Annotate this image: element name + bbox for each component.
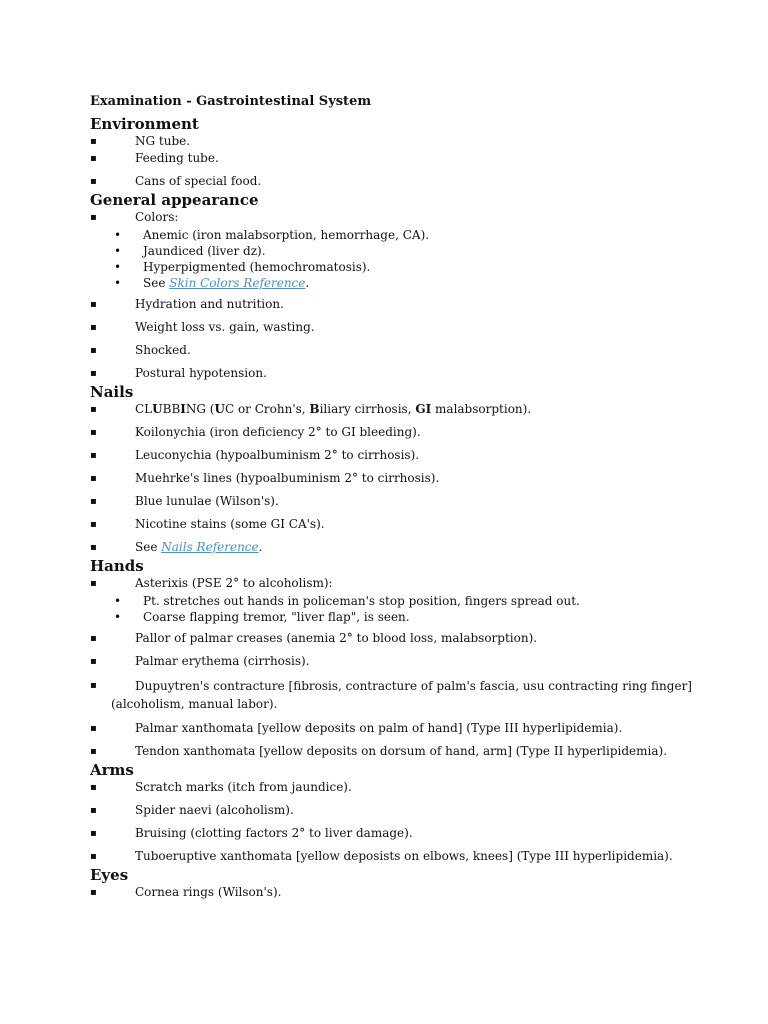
heading-hands: Hands: [90, 557, 144, 575]
sub-list: [90, 227, 768, 291]
bullet: ▪: [90, 519, 97, 530]
list-item: ▪ Feeding tube.: [90, 151, 219, 165]
nails-reference-link[interactable]: Nails Reference: [161, 540, 259, 554]
list-item-dupuytren: ▪ Dupuytren's contracture [fibrosis, contracture of palm's fascia, usu contracting ring finger] (alcoholism, manual labor).: [90, 679, 692, 711]
bullet: ▪: [90, 680, 97, 691]
sub-list: [90, 593, 768, 625]
bullet: ▪: [90, 473, 97, 484]
sub-list-item: • Anemic (iron malabsorption, hemorrhage, CA).: [114, 228, 430, 242]
bullet: ▪: [90, 828, 97, 839]
heading-general-appearance: General appearance: [90, 191, 259, 209]
list-item: ▪ Tendon xanthomata [yellow deposits on dorsum of hand, arm] (Type II hyperlipidemia).: [90, 744, 668, 758]
list-item: ▪ NG tube.: [90, 134, 191, 148]
list-item: ▪ Palmar xanthomata [yellow deposits on palm of hand] (Type III hyperlipidemia).: [90, 721, 623, 735]
list-item: ▪ Hydration and nutrition.: [90, 297, 284, 311]
bullet: ▪: [90, 322, 97, 333]
sub-list-item: • Hyperpigmented (hemochromatosis).: [114, 260, 371, 274]
list-item: ▪ Muehrke's lines (hypoalbuminism 2° to cirrhosis).: [90, 471, 440, 485]
bullet: ▪: [90, 212, 97, 223]
list-item: ▪ Pallor of palmar creases (anemia 2° to blood loss, malabsorption).: [90, 631, 538, 645]
bullet: ▪: [90, 656, 97, 667]
list-item: ▪ Tuboeruptive xanthomata [yellow deposists on elbows, knees] (Type III hyperlipidemia).: [90, 849, 673, 863]
bullet: ▪: [90, 633, 97, 644]
skin-colors-reference-link[interactable]: Skin Colors Reference: [169, 276, 306, 290]
heading-eyes: Eyes: [90, 866, 129, 884]
list-item: ▪ Cornea rings (Wilson's).: [90, 885, 282, 899]
heading-environment: Environment: [90, 115, 199, 133]
heading-arms: Arms: [90, 761, 134, 779]
heading-nails: Nails: [90, 383, 134, 401]
bullet: ▪: [90, 136, 97, 147]
bullet: ▪: [90, 887, 97, 898]
bullet: ▪: [90, 542, 97, 553]
bullet: ▪: [90, 176, 97, 187]
bullet: ▪: [90, 578, 97, 589]
bullet: ▪: [90, 746, 97, 757]
bullet: ▪: [90, 782, 97, 793]
sub-list-item: • See Skin Colors Reference.: [114, 276, 310, 290]
list-item: ▪ Shocked.: [90, 343, 191, 357]
bullet: ▪: [90, 805, 97, 816]
bullet: ▪: [90, 153, 97, 164]
list-item: ▪ Colors:: [90, 210, 179, 224]
bullet: ▪: [90, 496, 97, 507]
sub-list-item: • Jaundiced (liver dz).: [114, 244, 266, 258]
bullet: ▪: [90, 851, 97, 862]
list-item: ▪ Scratch marks (itch from jaundice).: [90, 780, 352, 794]
list-item: ▪ Blue lunulae (Wilson's).: [90, 494, 279, 508]
list-item: ▪ Palmar erythema (cirrhosis).: [90, 654, 310, 668]
list-item: ▪ Postural hypotension.: [90, 366, 267, 380]
list-item: ▪ Asterixis (PSE 2° to alcoholism):: [90, 576, 333, 590]
bullet: ▪: [90, 427, 97, 438]
list-item: ▪ Cans of special food.: [90, 174, 262, 188]
bullet: ▪: [90, 450, 97, 461]
list-item: ▪ Bruising (clotting factors 2° to liver damage).: [90, 826, 413, 840]
list-item: ▪ Koilonychia (iron deficiency 2° to GI bleeding).: [90, 425, 421, 439]
list-item: ▪ Weight loss vs. gain, wasting.: [90, 320, 315, 334]
document-title: Examination - Gastrointestinal System: [90, 94, 372, 109]
list-item: ▪ Leuconychia (hypoalbuminism 2° to cirrhosis).: [90, 448, 420, 462]
sub-list-item: • Pt. stretches out hands in policeman's stop position, fingers spread out.: [114, 594, 580, 608]
list-item: ▪ See Nails Reference.: [90, 540, 263, 554]
list-item: ▪ Nicotine stains (some GI CA's).: [90, 517, 325, 531]
list-item: ▪ Spider naevi (alcoholism).: [90, 803, 294, 817]
list-item-clubbing: ▪ CLUBBING (UC or Crohn's, Biliary cirrhosis, GI malabsorption).: [90, 402, 532, 416]
bullet: ▪: [90, 299, 97, 310]
bullet: ▪: [90, 723, 97, 734]
bullet: ▪: [90, 404, 97, 415]
sub-list-item: • Coarse flapping tremor, "liver flap", is seen.: [114, 610, 410, 624]
bullet: ▪: [90, 368, 97, 379]
bullet: ▪: [90, 345, 97, 356]
